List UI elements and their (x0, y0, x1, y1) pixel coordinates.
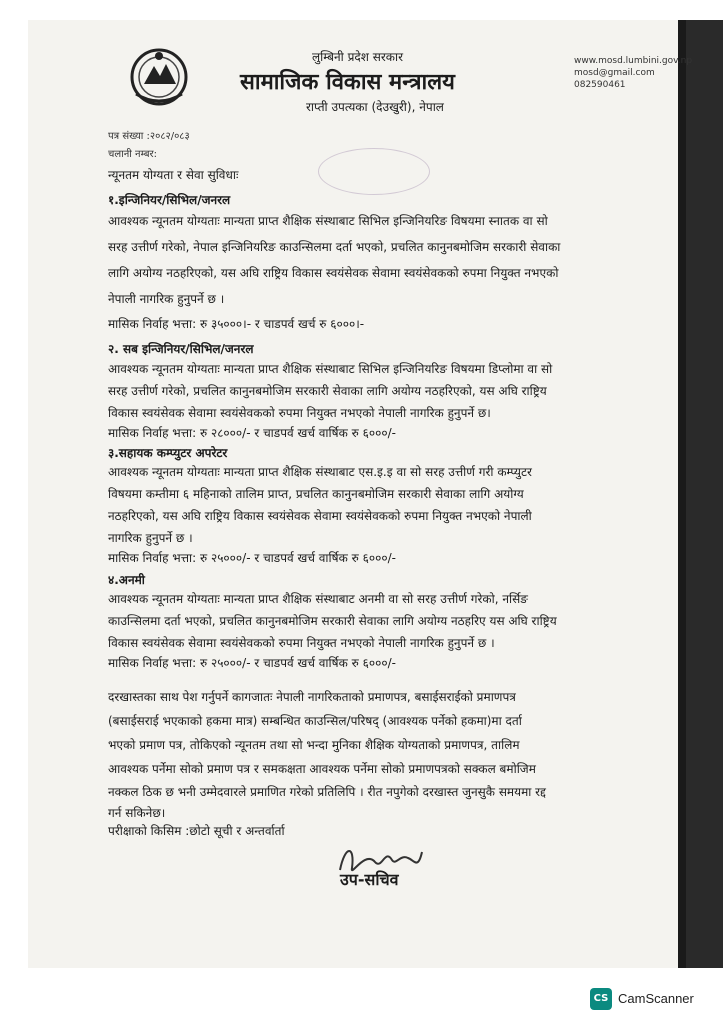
section-line: आवश्यक न्यूनतम योग्यताः मान्यता प्राप्त शैक्षिक संस्थाबाट अनमी वा सो सरह उत्तीर्ण गरेको, नर्सिङ (108, 592, 528, 606)
section-line: आवश्यक न्यूनतम योग्यताः मान्यता प्राप्त शैक्षिक संस्थाबाट सिभिल इन्जिनियरिङ विषयमा स्नातक वा सो (108, 214, 548, 228)
documents-line: नक्कल ठिक छ भनी उम्मेदवारले प्रमाणित गरेको प्रतिलिपि । रीत नपुगेको दरखास्त जुनसुकै समयमा रद्द (108, 785, 546, 799)
allowance-text: मासिक निर्वाह भत्ता: रु २८०००/- र चाडपर्व खर्च वार्षिक रु ६०००/- (108, 426, 396, 440)
exam-type: परीक्षाको किसिम :छोटो सूची र अन्तर्वार्ता (108, 824, 285, 838)
section-title: ४.अनमी (108, 573, 145, 587)
documents-line: आवश्यक पर्नेमा सोको प्रमाण पत्र र समकक्षता आवश्यक पर्नेमा सोको प्रमाणपत्रको सक्कल बमोजिम (108, 762, 536, 776)
section-line: सरह उत्तीर्ण गरेको, नेपाल इन्जिनियरिङ काउन्सिलमा दर्ता भएको, प्रचलित कानुनबमोजिम सरकारी सेवाका (108, 240, 561, 254)
camscanner-text: CamScanner (618, 991, 694, 1006)
section-line: सरह उत्तीर्ण गरेको, प्रचलित कानुनबमोजिम सरकारी सेवाका लागि अयोग्य नठहरिएको, यस अघि राष्ट्रिय (108, 384, 547, 398)
documents-line: गर्न सकिनेछ। (108, 806, 166, 820)
dispatch-number: चलानी नम्बर: (108, 149, 158, 160)
allowance-text: मासिक निर्वाह भत्ता: रु २५०००/- र चाडपर्व खर्च वार्षिक रु ६०००/- (108, 551, 396, 565)
left-margin (0, 0, 28, 968)
intro-heading: न्यूनतम योग्यता र सेवा सुविधाः (108, 168, 239, 182)
ministry-address: राप्ती उपत्यका (देउखुरी), नेपाल (306, 100, 444, 114)
section-title: १.इन्जिनियर/सिभिल/जनरल (108, 193, 231, 207)
section-line: आवश्यक न्यूनतम योग्यताः मान्यता प्राप्त शैक्षिक संस्थाबाट सिभिल इन्जिनियरिङ विषयमा डिप्लोमा वा सो (108, 362, 553, 376)
footer-bar (0, 968, 723, 1024)
section-line: लागि अयोग्य नठहरिएको, यस अघि राष्ट्रिय विकास स्वयंसेवक सेवामा स्वयंसेवकको रुपमा नियुक्त नभएको (108, 266, 559, 280)
section-line: विषयमा कम्तीमा ६ महिनाको तालिम प्राप्त, प्रचलित कानुनबमोजिम सरकारी सेवाका लागि अयोग्य (108, 487, 524, 501)
province-name: लुम्बिनी प्रदेश सरकार (312, 50, 404, 64)
documents-line: दरखास्तका साथ पेश गर्नुपर्ने कागजातः नेपाली नागरिकताको प्रमाणपत्र, बसाईसराईको प्रमाणपत्र (108, 690, 516, 704)
top-margin (0, 0, 723, 20)
nepal-emblem-icon (124, 44, 194, 106)
section-line: विकास स्वयंसेवक सेवामा स्वयंसेवकको रुपमा नियुक्त नभएको नेपाली नागरिक हुनुपर्ने छ । (108, 636, 495, 650)
section-line: आवश्यक न्यूनतम योग्यताः मान्यता प्राप्त शैक्षिक संस्थाबाट एस.इ.इ वा सो सरह उत्तीर्ण गरी कम्प्युटर (108, 465, 532, 479)
allowance-text: मासिक निर्वाह भत्ता: रु २५०००/- र चाडपर्व खर्च वार्षिक रु ६०००/- (108, 656, 396, 670)
letter-number: पत्र संख्या :२०८२/०८३ (108, 131, 190, 142)
phone-text: 082590461 (574, 80, 626, 90)
email-text: mosd@gmail.com (574, 68, 655, 78)
section-line: नागरिक हुनुपर्ने छ । (108, 531, 193, 545)
ministry-name: सामाजिक विकास मन्त्रालय (240, 70, 455, 95)
section-line: काउन्सिलमा दर्ता भएको, प्रचलित कानुनबमोजिम सरकारी सेवाका लागि अयोग्य नठहरिए यस अघि राष्ट्रिय (108, 614, 557, 628)
allowance-text: मासिक निर्वाह भत्ता: रु ३५०००।- र चाडपर्व खर्च रु ६०००।- (108, 317, 365, 331)
signatory-title: उप-सचिव (340, 870, 399, 889)
website-text: www.mosd.lumbini.gov.np (574, 56, 693, 66)
section-title: २. सब इन्जिनियर/सिभिल/जनरल (108, 342, 254, 356)
camscanner-logo: CS (590, 988, 612, 1010)
section-line: विकास स्वयंसेवक सेवामा स्वयंसेवकको रुपमा नियुक्त नभएको नेपाली नागरिक हुनुपर्ने छ। (108, 406, 491, 420)
documents-line: भएको प्रमाण पत्र, तोकिएको न्यूनतम तथा सो भन्दा मुनिका शैक्षिक योग्यताको प्रमाणपत्र, तालिम (108, 738, 520, 752)
documents-line: (बसाईसराई भएकाको हकमा मात्र) सम्बन्धित काउन्सिल/परिषद् (आवश्यक पर्नेको हकमा)मा दर्ता (108, 714, 522, 728)
office-stamp (318, 148, 430, 195)
section-title: ३.सहायक कम्प्युटर अपरेटर (108, 446, 228, 460)
section-line: नेपाली नागरिक हुनुपर्ने छ । (108, 292, 225, 306)
section-line: नठहरिएको, यस अघि राष्ट्रिय विकास स्वयंसेवक सेवामा स्वयंसेवकको रुपमा नियुक्त नभएको नेपाली (108, 509, 532, 523)
